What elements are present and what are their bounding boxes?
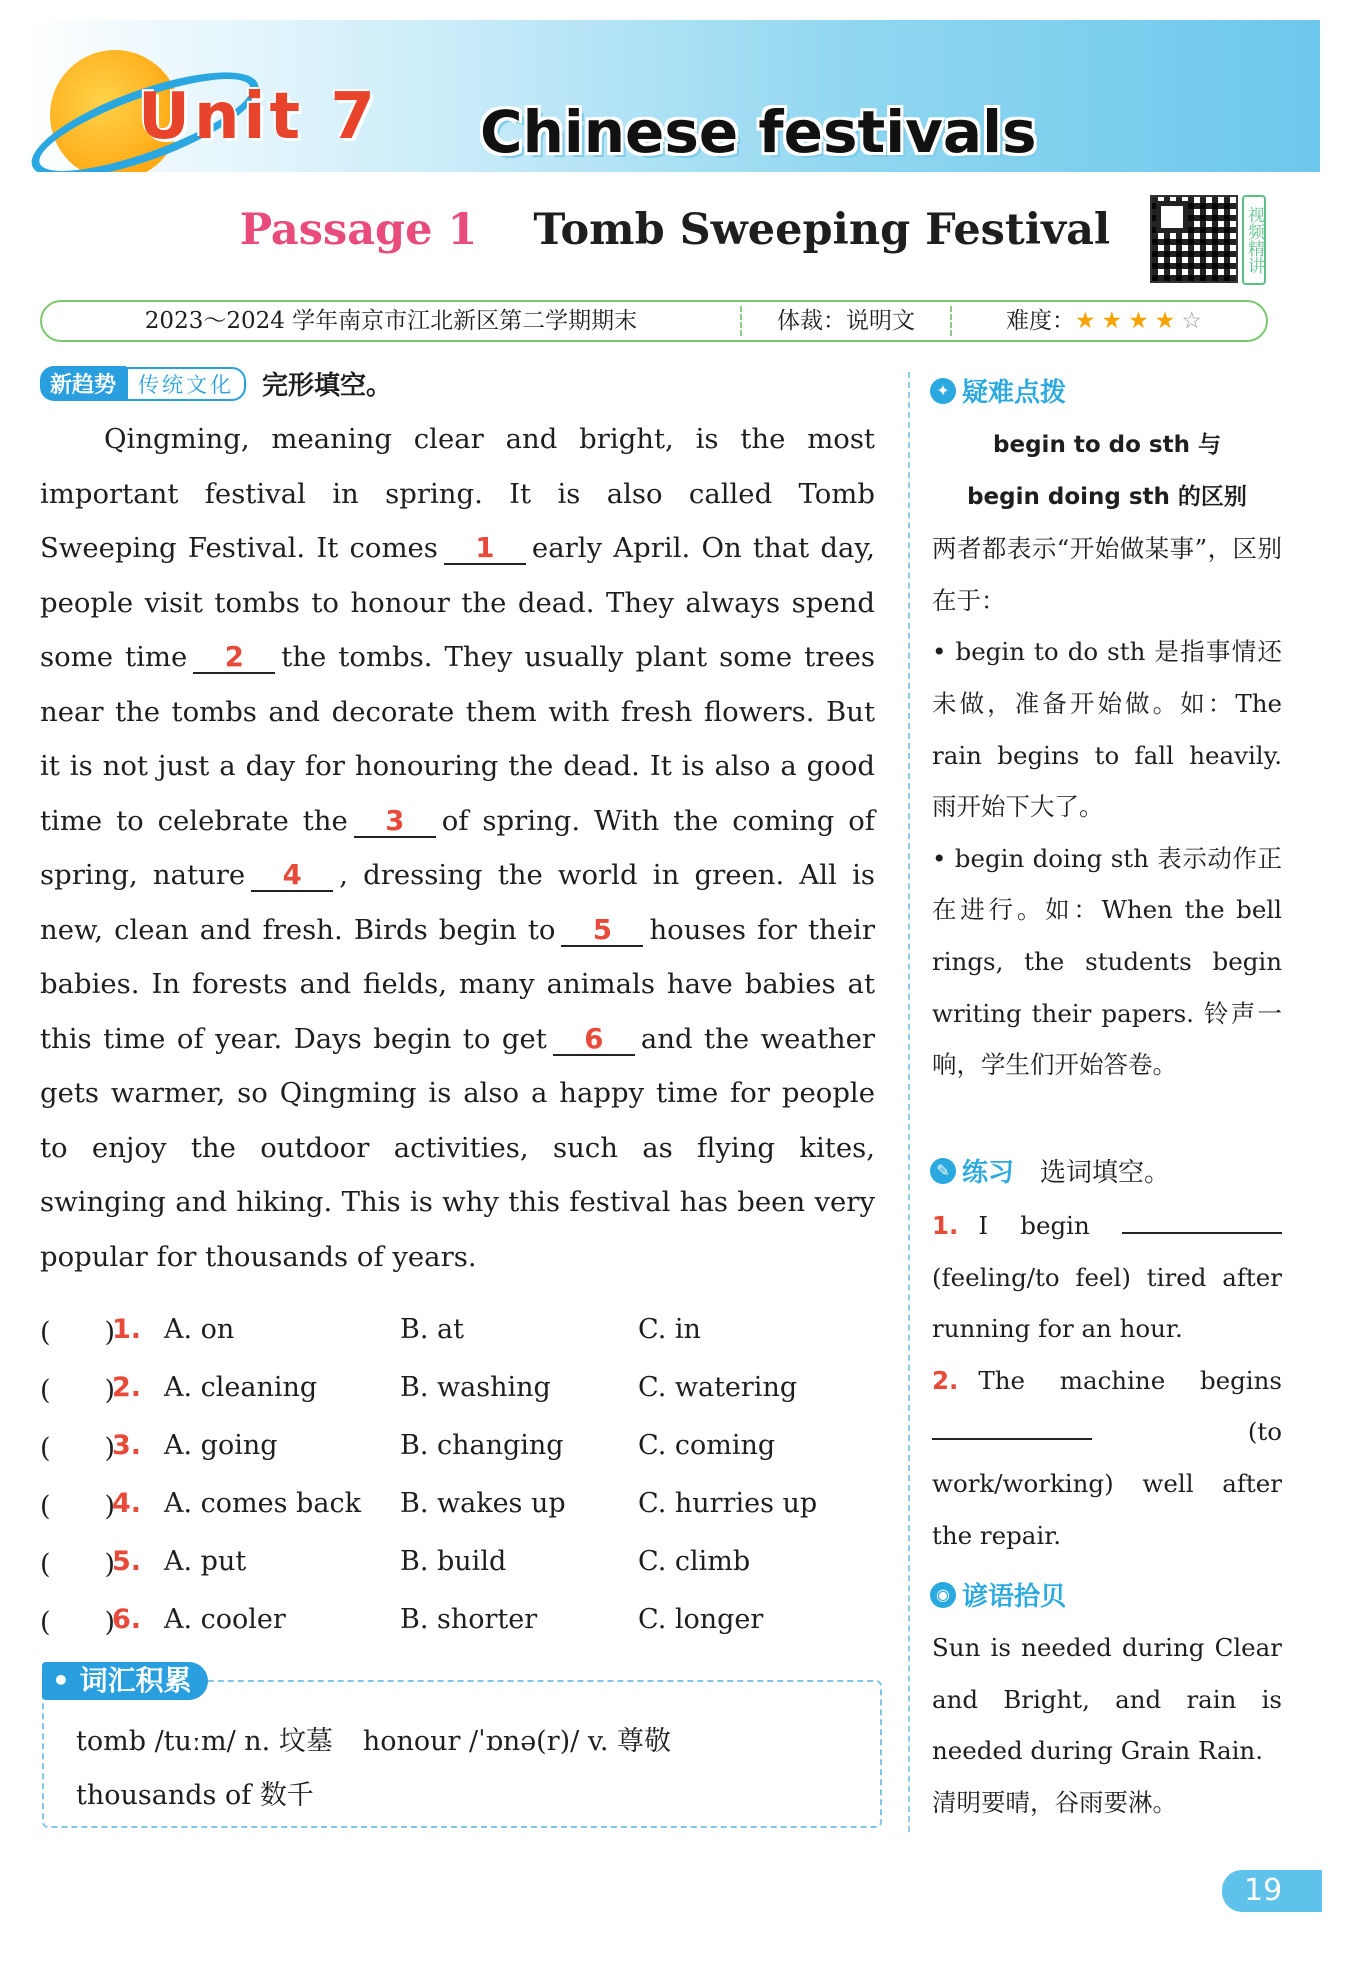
shell-icon: ◉: [930, 1582, 956, 1608]
option-b[interactable]: B. washing: [400, 1371, 551, 1403]
practice-task: 选词填空。: [1040, 1158, 1171, 1188]
proverb-heading-label: 谚语拾贝: [962, 1582, 1067, 1612]
question-number: 4.: [112, 1487, 142, 1519]
option-a[interactable]: A. comes back: [164, 1487, 361, 1519]
passage-sentence: houses for their babies. In forests and fields, many animals have babies at this time of year. Days begin to get: [40, 913, 875, 1055]
question-text: The machine begins: [978, 1365, 1282, 1395]
info-bar: [40, 300, 1268, 342]
option-b[interactable]: B. at: [400, 1313, 464, 1345]
tip-body: [932, 420, 1282, 1091]
page-number: 19: [1222, 1870, 1322, 1912]
option-b[interactable]: B. shorter: [400, 1603, 538, 1635]
source-label: 2023～2024 学年南京市江北新区第二学期期末: [42, 306, 742, 336]
option-a[interactable]: A. on: [164, 1313, 235, 1345]
vocab-item: tomb /tuːm/ n. 坟墓: [76, 1726, 333, 1757]
passage-sentence: , dressing the world in green. All is new, clean and fresh. Birds begin to: [40, 859, 875, 946]
option-c[interactable]: C. in: [638, 1313, 701, 1345]
option-a[interactable]: A. cleaning: [164, 1371, 318, 1403]
option-a[interactable]: A. put: [164, 1545, 247, 1577]
vocab-item: thousands of 数千: [76, 1780, 314, 1811]
answer-blank[interactable]: [1122, 1208, 1282, 1234]
option-c[interactable]: C. longer: [638, 1603, 764, 1635]
answer-slot[interactable]: ( ): [40, 1432, 116, 1464]
passage-body: [40, 412, 875, 1284]
qr-label: 视频精讲: [1242, 195, 1266, 285]
question-number: 3.: [112, 1429, 142, 1461]
option-row: [40, 1474, 875, 1532]
option-row: [40, 1416, 875, 1474]
pencil-icon: ✎: [930, 1158, 956, 1184]
tip-heading-label: 疑难点拨: [962, 378, 1067, 408]
option-c[interactable]: C. coming: [638, 1429, 776, 1461]
lightbulb-icon: ✦: [930, 378, 956, 404]
vocab-list: [76, 1715, 701, 1823]
tip-paragraph: • begin doing sth 表示动作正在进行。如：When the bell rings, the students begin writing their papers. 铃声一响，学生们开始答卷。: [932, 843, 1282, 1080]
question-text: (feeling/to feel) tired after running for an hour.: [932, 1262, 1282, 1344]
qr-code-icon[interactable]: [1150, 195, 1238, 283]
vocab-title: • 词汇积累: [42, 1662, 208, 1700]
question-text: I begin: [978, 1211, 1090, 1240]
practice-question-2: [932, 1355, 1282, 1561]
option-c[interactable]: C. climb: [638, 1545, 751, 1577]
blank-2[interactable]: 2: [193, 642, 275, 674]
difficulty: [952, 306, 1262, 336]
practice-heading: [930, 1152, 1170, 1189]
option-b[interactable]: B. changing: [400, 1429, 564, 1461]
question-number: 2.: [112, 1371, 142, 1403]
tip-paragraph: 两者都表示“开始做某事”，区别在于：: [932, 534, 1282, 615]
blank-5[interactable]: 5: [561, 915, 643, 947]
difficulty-label: 难度：: [1005, 308, 1075, 334]
passage-sentence: Qingming, meaning clear and bright, is the most important festival in spring. It is also called Tomb Sweeping Festival. It comes: [40, 423, 875, 564]
passage-sentence: and the weather gets warmer, so Qingming is also a happy time for people to enjoy the outdoor activities, such as flying kites, swinging and hiking. This is why this festival has been very popular for thousands of years.: [40, 1022, 875, 1273]
unit-title: Chinese festivals: [480, 98, 1037, 166]
blank-1[interactable]: 1: [444, 533, 526, 565]
vocab-item: honour /ˈɒnə(r)/ v. 尊敬: [362, 1726, 672, 1757]
tip-title: begin doing sth 的区别: [967, 483, 1247, 510]
answer-slot[interactable]: ( ): [40, 1374, 116, 1406]
passage-sentence: early April. On that day, people visit tombs to honour the dead. They always spend some time: [40, 532, 875, 673]
practice-question-1: [932, 1200, 1282, 1355]
answer-blank[interactable]: [932, 1414, 1092, 1440]
option-row: [40, 1532, 875, 1590]
answer-slot[interactable]: ( ): [40, 1490, 116, 1522]
proverb-body: [932, 1622, 1282, 1828]
answer-slot[interactable]: ( ): [40, 1548, 116, 1580]
blank-4[interactable]: 4: [251, 860, 333, 892]
tip-heading: [930, 372, 1066, 409]
star-rating-icon: [1075, 308, 1208, 334]
option-c[interactable]: C. hurries up: [638, 1487, 818, 1519]
question-number: 2.: [932, 1365, 959, 1395]
option-row: [40, 1358, 875, 1416]
passage-heading: [0, 205, 1350, 255]
tip-paragraph: • begin to do sth 是指事情还未做，准备开始做。如：The rain begins to fall heavily. 雨开始下大了。: [932, 637, 1282, 822]
unit-banner: [20, 20, 1320, 172]
passage-number: Passage 1: [239, 205, 478, 255]
option-row: [40, 1300, 875, 1358]
proverb-english: Sun is needed during Clear and Bright, and rain is needed during Grain Rain.: [932, 1633, 1282, 1766]
stars-filled: ★★★★: [1074, 308, 1182, 334]
answer-options: [40, 1300, 875, 1648]
task-tag-row: [40, 365, 392, 402]
practice-heading-label: 练习: [962, 1158, 1015, 1188]
column-divider: [908, 372, 910, 1832]
blank-6[interactable]: 6: [553, 1024, 635, 1056]
passage-title: Tomb Sweeping Festival: [533, 205, 1111, 255]
passage-sentence: the tombs. They usually plant some trees near the tombs and decorate them with fresh flowers. But it is not just a day for honouring the dead. It is also a good time to celebrate the: [40, 641, 876, 837]
option-c[interactable]: C. watering: [638, 1371, 798, 1403]
task-instruction: 完形填空。: [262, 371, 393, 401]
stars-empty: ☆: [1181, 308, 1209, 334]
option-a[interactable]: A. cooler: [164, 1603, 286, 1635]
question-number: 6.: [112, 1603, 142, 1635]
answer-slot[interactable]: ( ): [40, 1316, 116, 1348]
option-row: [40, 1590, 875, 1648]
passage-sentence: of spring. With the coming of spring, nature: [40, 804, 875, 891]
unit-label: Unit 7: [138, 80, 379, 154]
question-number: 1.: [112, 1313, 142, 1345]
proverb-heading: [930, 1576, 1066, 1613]
tip-title: begin to do sth 与: [993, 432, 1221, 458]
culture-tag: 传统文化: [126, 367, 246, 401]
answer-slot[interactable]: ( ): [40, 1606, 116, 1638]
practice-body: [932, 1200, 1282, 1561]
genre-label: 体裁：说明文: [742, 306, 952, 336]
question-number: 5.: [112, 1545, 142, 1577]
question-number: 1.: [932, 1211, 959, 1240]
trend-tag: 新趋势: [40, 366, 126, 401]
question-text: (to work/working) well after the repair.: [932, 1417, 1282, 1550]
proverb-chinese: 清明要晴，谷雨要淋。: [932, 1787, 1177, 1817]
option-b[interactable]: B. build: [400, 1545, 507, 1577]
option-a[interactable]: A. going: [164, 1429, 278, 1461]
option-b[interactable]: B. wakes up: [400, 1487, 566, 1519]
blank-3[interactable]: 3: [354, 806, 436, 838]
